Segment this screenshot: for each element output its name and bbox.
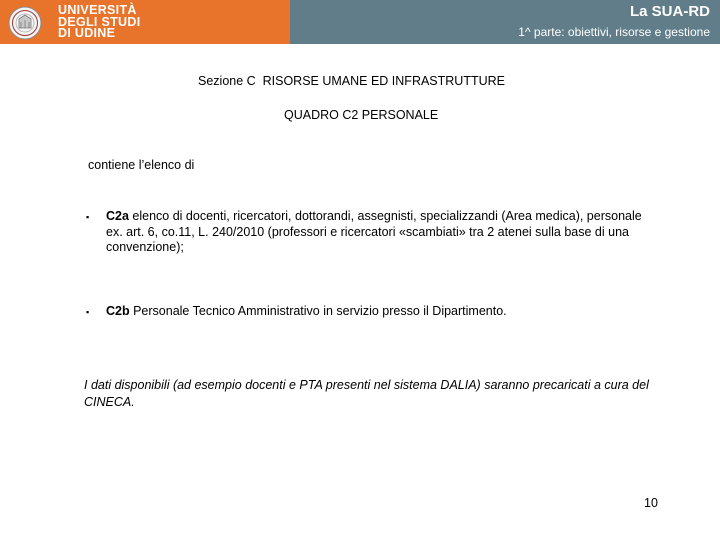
item-code: C2a [106,209,129,223]
item-code: C2b [106,303,130,318]
university-seal-icon [8,6,42,40]
intro-text: contiene l’elenco di [88,158,195,172]
square-bullet-icon: ▪ [86,212,90,222]
university-brand [0,0,290,44]
university-name-line-3: DI UDINE [58,26,116,40]
item-description: elenco di docenti, ricercatori, dottorandi, assegnisti, specializzandi (Area medica), personale ex. art. 6, co.11, L. 240/2010 (professori e ricercatori «scambiati» tra 2 atenei sulla base di una convenzione); [106,209,642,254]
square-bullet-icon: ▪ [86,306,90,317]
university-name [58,5,140,40]
list-item-c2a [86,209,656,256]
slide-subtitle: 1^ parte: obiettivi, risorse e gestione [518,25,710,39]
slide-title: La SUA-RD [629,3,710,20]
page-number: 10 [644,496,658,510]
quadro-title: QUADRO C2 PERSONALE [284,108,439,122]
item-description: Personale Tecnico Amministrativo in servizio presso il Dipartimento. [129,303,507,318]
section-title: Sezione C RISORSE UMANE ED INFRASTRUTTURE [198,74,505,88]
university-name-line-1: UNIVERSITÀ [58,3,137,17]
university-name-line-2: DEGLI STUDI [58,14,141,29]
personnel-list [86,209,656,319]
header-bar [0,0,720,44]
footnote: I dati disponibili (ad esempio docenti e PTA presenti nel sistema DALIA) saranno precaricati a cura del CINECA. [84,378,649,409]
list-item-c2b [86,304,656,320]
